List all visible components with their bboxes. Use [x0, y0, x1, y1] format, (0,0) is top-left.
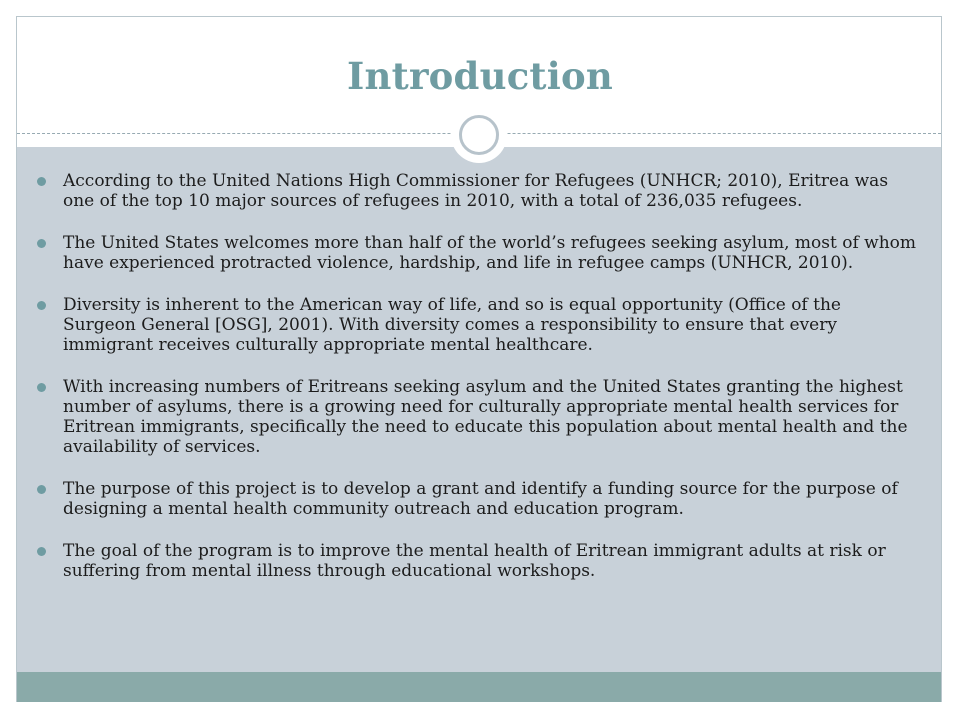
bullet-dot-icon: [37, 383, 46, 392]
ring-ornament-icon: [451, 107, 507, 163]
bullet-list: [36, 171, 916, 603]
bullet-text: Diversity is inherent to the American way of life, and so is equal opportunity (Office of the Surgeon General [OSG], 2001). With diversity comes a responsibility to ensure that every immigrant receives culturally appropriate mental healthcare.: [63, 295, 841, 355]
bullet-item: [36, 295, 916, 355]
bullet-dot-icon: [37, 485, 46, 494]
ring-inner: [459, 115, 499, 155]
bullet-text: According to the United Nations High Commissioner for Refugees (UNHCR; 2010), Eritrea was one of the top 10 major sources of refugees in 2010, with a total of 236,035 refugees.: [63, 171, 889, 211]
bullet-dot-icon: [37, 177, 46, 186]
bullet-text: With increasing numbers of Eritreans seeking asylum and the United States granting the highest number of asylums, there is a growing need for culturally appropriate mental health services for Eritrean immigrants, specifically the need to educate this population about mental health and the availability of services.: [63, 377, 908, 457]
bullet-text: The United States welcomes more than half of the world’s refugees seeking asylum, most of whom have experienced protracted violence, hardship, and life in refugee camps (UNHCR, 2010).: [63, 233, 917, 273]
bullet-dot-icon: [37, 547, 46, 556]
bullet-text: The goal of the program is to improve the mental health of Eritrean immigrant adults at risk or suffering from mental illness through educational workshops.: [63, 541, 886, 581]
bullet-item: [36, 541, 916, 581]
bullet-item: [36, 233, 916, 273]
bullet-item: [36, 171, 916, 211]
bullet-item: [36, 377, 916, 457]
bullet-dot-icon: [37, 301, 46, 310]
footer-bar: [17, 672, 941, 702]
bullet-dot-icon: [37, 239, 46, 248]
bullet-item: [36, 479, 916, 519]
bullet-text: The purpose of this project is to develop a grant and identify a funding source for the purpose of designing a mental health community outreach and education program.: [63, 479, 898, 519]
slide-title: Introduction: [347, 54, 613, 98]
